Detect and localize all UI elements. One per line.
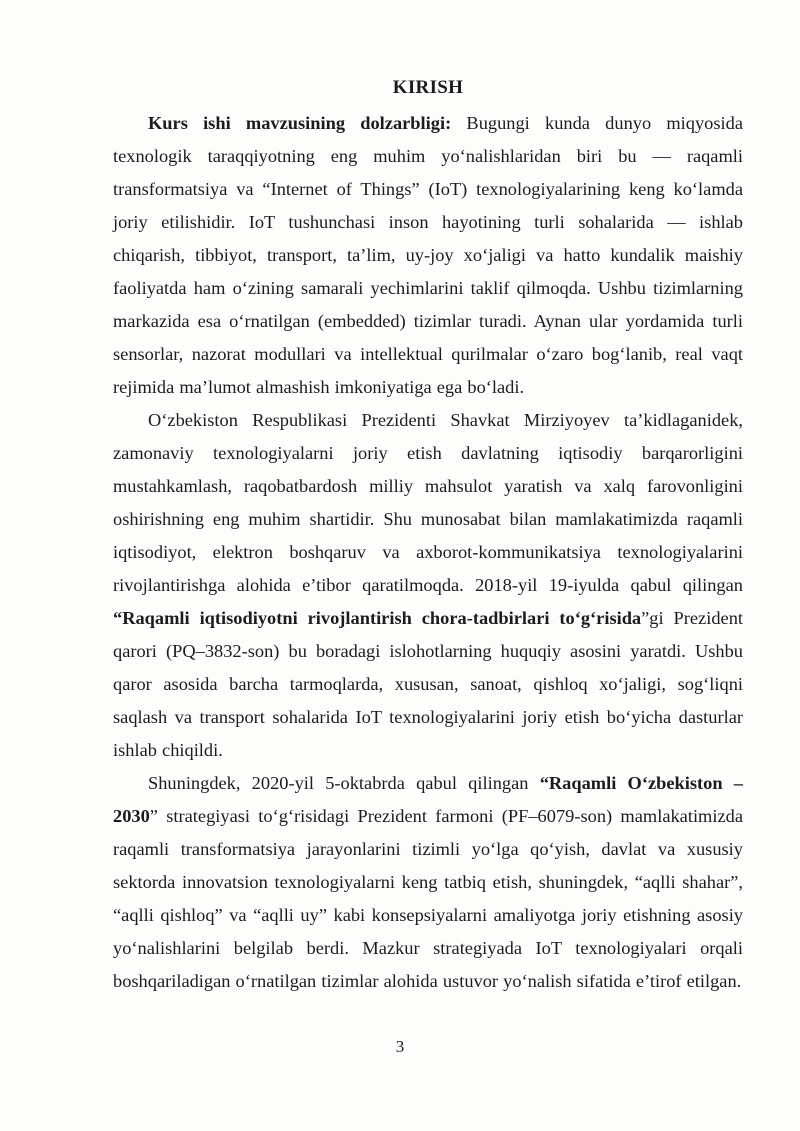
document-content [113, 74, 743, 998]
page-number: 3 [395, 1037, 405, 1056]
bold-text-run: “Raqamli O‘zbekiston – 2030 [113, 773, 743, 826]
text-run: ”gi Prezident qarori (PQ–3832-son) bu boradagi islohotlarning huquqiy asosini yaratdi. Ushbu qaror asosida barcha tarmoqlarda, xususan, sanoat, qishloq xo‘jaligi, sog‘liqni saqlash va transport sohalarida IoT texnologiyalarini joriy etish bo‘yicha dasturlar ishlab chiqildi. [113, 608, 743, 760]
text-run: O‘zbekiston Respublikasi Prezidenti Shavkat Mirziyoyev ta’kidlaganidek, zamonaviy texnologiyalarni joriy etish davlatning iqtisodiy barqarorligini mustahkamlash, raqobatbardosh milliy mahsulot yaratish va xalq farovonligini oshirishning eng muhim shartidir. Shu munosabat bilan mamlakatimizda raqamli iqtisodiyot, elektron boshqaruv va axborot-kommunikatsiya texnologiyalarini rivojlantirishga alohida e’tibor qaratilmoqda. 2018-yil 19-iyulda qabul qilingan [113, 410, 743, 595]
text-run: ” strategiyasi to‘g‘risidagi Prezident farmoni (PF–6079-son) mamlakatimizda raqamli transformatsiya jarayonlarini tizimli yo‘lga qo‘yish, davlat va xususiy sektorda innovatsion texnologiyalarni keng tatbiq etish, shuningdek, “aqlli shahar”, “aqlli qishloq” va “aqlli uy” kabi konsepsiyalarni amaliyotga joriy etishning asosiy yo‘nalishlarini belgilab berdi. Mazkur strategiyada IoT texnologiyalari orqali boshqariladigan o‘rnatilgan tizimlar alohida ustuvor yo‘nalish sifatida e’tirof etilgan. [113, 806, 743, 991]
paragraph [113, 404, 743, 767]
bold-text-run: Kurs ishi mavzusining dolzarbligi: [148, 113, 452, 133]
text-run: Shuningdek, 2020-yil 5-oktabrda qabul qilingan [148, 773, 540, 793]
document-body [113, 107, 743, 998]
paragraph [113, 767, 743, 998]
paragraph [113, 107, 743, 404]
text-run: Bugungi kunda dunyo miqyosida texnologik taraqqiyotning eng muhim yo‘nalishlaridan biri bu — raqamli transformatsiya va “Internet of Things” (IoT) texnologiyalarining keng ko‘lamda joriy etilishidir. IoT tushunchasi inson hayotining turli sohalarida — ishlab chiqarish, tibbiyot, transport, ta’lim, uy-joy xo‘jaligi va hatto kundalik maishiy faoliyatda ham o‘zining samarali yechimlarini taklif qilmoqda. Ushbu tizimlarning markazida esa o‘rnatilgan (embedded) tizimlar turadi. Aynan ular yordamida turli sensorlar, nazorat modullari va intellektual qurilmalar o‘zaro bog‘lanib, real vaqt rejimida ma’lumot almashish imkoniyatiga ega bo‘ladi. [113, 113, 744, 397]
bold-text-run: “Raqamli iqtisodiyotni rivojlantirish chora-tadbirlari to‘g‘risida [113, 608, 642, 628]
page-title: KIRISH [392, 77, 464, 98]
